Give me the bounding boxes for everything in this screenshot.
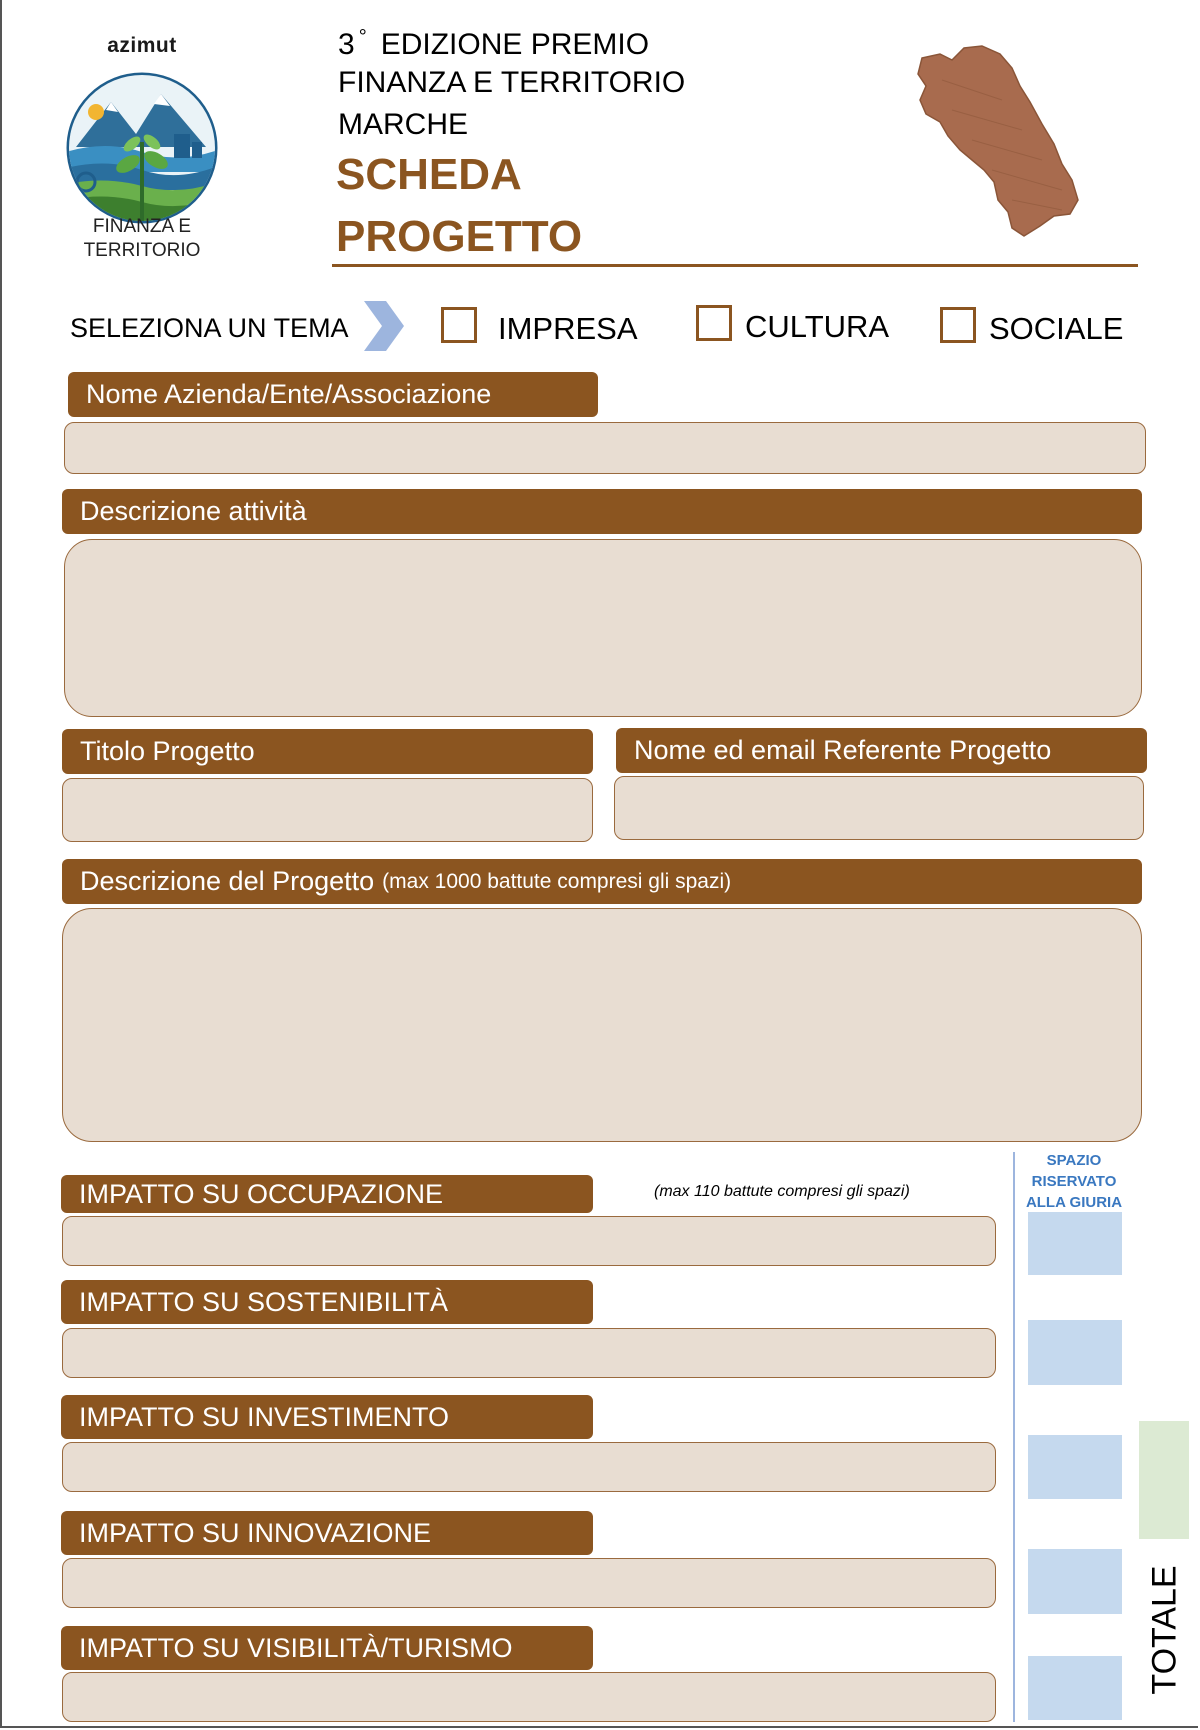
checkbox-impresa[interactable] — [441, 307, 477, 343]
landscape-icon — [66, 72, 218, 224]
section-descrizione-progetto-label: Descrizione del Progetto — [80, 866, 375, 896]
label-impresa: IMPRESA — [498, 311, 638, 346]
total-label-text: TOTALE — [1145, 1565, 1184, 1695]
edition-text: EDIZIONE PREMIO — [380, 28, 650, 61]
header-line-3: MARCHE — [338, 108, 469, 141]
section-descrizione-attivita-label: Descrizione attività — [80, 496, 307, 526]
section-descrizione-progetto — [62, 859, 1142, 904]
jury-header-line-1: SPAZIO — [1046, 1152, 1102, 1169]
section-descrizione-progetto-note: (max 1000 battute compresi gli spazi) — [382, 869, 732, 893]
section-impatto-investimento-label: IMPATTO SU INVESTIMENTO — [79, 1401, 450, 1432]
section-titolo-progetto — [62, 729, 593, 774]
section-impatto-sostenibilita — [61, 1280, 593, 1324]
section-impatto-occupazione — [61, 1175, 593, 1213]
section-impatto-innovazione — [61, 1511, 593, 1555]
label-sociale: SOCIALE — [989, 311, 1124, 346]
referente-field[interactable] — [614, 776, 1144, 840]
descrizione-attivita-field[interactable] — [64, 539, 1142, 717]
theme-label: SELEZIONA UN TEMA — [70, 313, 349, 343]
jury-divider — [1013, 1152, 1015, 1722]
section-impatto-investimento — [61, 1395, 593, 1439]
title-underline — [332, 264, 1138, 267]
logo-brand: azimut — [107, 34, 177, 57]
logo-text-1: FINANZA E — [92, 216, 192, 237]
section-referente-label: Nome ed email Referente Progetto — [634, 735, 1052, 765]
impatto-occupazione-field[interactable] — [62, 1216, 996, 1266]
total-score-box[interactable] — [1139, 1421, 1189, 1539]
section-nome-azienda-label: Nome Azienda/Ente/Associazione — [86, 379, 492, 409]
descrizione-progetto-field[interactable] — [62, 908, 1142, 1142]
jury-score-sostenibilita[interactable] — [1028, 1320, 1122, 1385]
marche-map-icon — [912, 40, 1112, 250]
edition-degree: ° — [358, 26, 367, 48]
jury-score-innovazione[interactable] — [1028, 1549, 1122, 1614]
section-impatto-sostenibilita-label: IMPATTO SU SOSTENIBILITÀ — [79, 1286, 449, 1317]
section-impatto-visibilita-label: IMPATTO SU VISIBILITÀ/TURISMO — [79, 1632, 513, 1663]
checkbox-sociale[interactable] — [940, 307, 976, 343]
impatto-visibilita-field[interactable] — [62, 1672, 996, 1722]
impatto-sostenibilita-field[interactable] — [62, 1328, 996, 1378]
section-impatto-innovazione-label: IMPATTO SU INNOVAZIONE — [79, 1517, 432, 1548]
jury-header-line-3: ALLA GIURIA — [1025, 1194, 1123, 1211]
jury-header-line-2: RISERVATO — [1031, 1173, 1117, 1190]
header-line-2: FINANZA E TERRITORIO — [338, 66, 686, 99]
section-impatto-occupazione-label: IMPATTO SU OCCUPAZIONE — [79, 1178, 444, 1209]
title-progetto: PROGETTO — [336, 212, 583, 261]
section-descrizione-attivita — [62, 489, 1142, 534]
impacts-note: (max 110 battute compresi gli spazi) — [654, 1183, 910, 1200]
nome-azienda-field[interactable] — [64, 422, 1146, 474]
impatto-innovazione-field[interactable] — [62, 1558, 996, 1608]
jury-score-visibilita[interactable] — [1028, 1656, 1122, 1720]
edition-line — [338, 26, 649, 62]
logo-text-2: TERRITORIO — [83, 240, 201, 261]
chevron-right-icon — [364, 301, 404, 351]
section-titolo-progetto-label: Titolo Progetto — [80, 736, 255, 766]
section-referente — [616, 728, 1147, 773]
checkbox-cultura[interactable] — [696, 305, 732, 341]
label-cultura: CULTURA — [745, 309, 890, 344]
section-impatto-visibilita — [61, 1626, 593, 1670]
section-nome-azienda — [68, 372, 598, 417]
edition-number: 3 — [338, 28, 355, 61]
titolo-progetto-field[interactable] — [62, 778, 593, 842]
jury-score-investimento[interactable] — [1028, 1435, 1122, 1499]
total-label — [1140, 1565, 1190, 1695]
impatto-investimento-field[interactable] — [62, 1442, 996, 1492]
title-scheda: SCHEDA — [336, 150, 522, 199]
jury-score-occupazione[interactable] — [1028, 1212, 1122, 1275]
logo — [42, 30, 242, 260]
jury-header — [1020, 1150, 1128, 1213]
